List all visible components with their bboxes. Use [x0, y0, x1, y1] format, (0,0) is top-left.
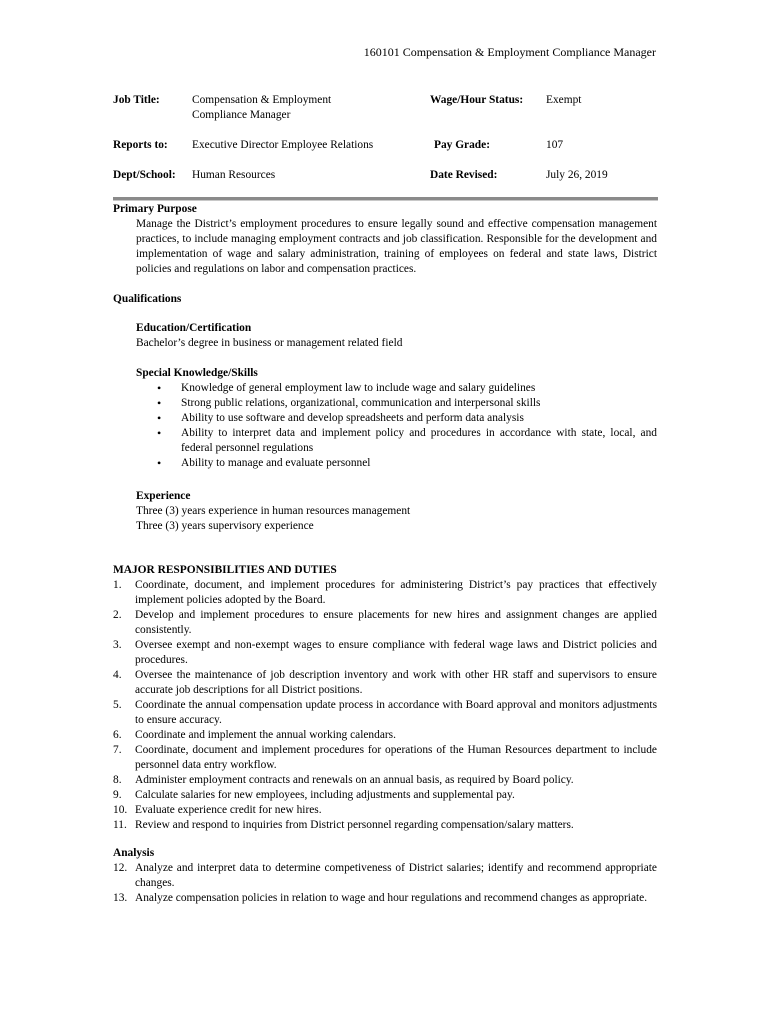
item-text: Coordinate the annual compensation update process in accordance with Board approval and monitors adjustments to ensure accuracy.	[135, 699, 657, 726]
item-number: 6.	[113, 729, 122, 741]
list-item	[113, 861, 657, 891]
job-title-line-1: Compensation & Employment	[192, 94, 332, 106]
qualifications-heading: Qualifications	[113, 293, 182, 305]
list-item	[113, 578, 657, 608]
list-item	[113, 728, 657, 743]
item-text: Administer employment contracts and renewals on an annual basis, as required by Board policy.	[135, 774, 574, 786]
item-number: 4.	[113, 669, 122, 681]
list-item	[113, 773, 657, 788]
analysis-list	[113, 861, 657, 906]
item-number: 1.	[113, 579, 122, 591]
item-text: Analyze and interpret data to determine competiveness of District salaries; identify and recommend appropriate changes.	[135, 862, 657, 889]
list-item	[113, 743, 657, 773]
item-text: Analyze compensation policies in relation to wage and hour regulations and recommend changes as appropriate.	[135, 892, 648, 904]
list-item: • Strong public relations, organizational, communication and interpersonal skills	[136, 396, 657, 411]
skills-list	[136, 381, 657, 471]
list-item: • Ability to interpret data and implement policy and procedures in accordance with state, local, and federal personnel regulations	[136, 426, 657, 456]
duties-list	[113, 578, 657, 833]
list-item	[113, 818, 657, 833]
item-number: 10.	[113, 804, 128, 816]
list-item	[113, 638, 657, 668]
reports-to-label: Reports to:	[113, 139, 168, 151]
list-item	[113, 803, 657, 818]
item-text: Oversee the maintenance of job description inventory and work with other HR staff and supervisors to ensure accurate job descriptions for all District positions.	[135, 669, 657, 696]
item-text: Coordinate, document and implement procedures for operations of the Human Resources department to include personnel data entry workflow.	[135, 744, 657, 771]
item-text: Coordinate and implement the annual working calendars.	[135, 729, 396, 741]
primary-purpose-text: Manage the District’s employment procedures to ensure legally sound and effective compensation management practices, to include managing employment contracts and job classification. Responsible for the development and implementation of wage and salary administration, training of employees on federal and state laws, District policies and regulations on labor and compensation practices.	[136, 218, 657, 275]
job-title-line-2: Compliance Manager	[192, 109, 291, 121]
item-text: Calculate salaries for new employees, including adjustments and supplemental pay.	[135, 789, 515, 801]
item-number: 7.	[113, 744, 122, 756]
header-divider	[113, 197, 658, 201]
dept-label: Dept/School:	[113, 169, 176, 181]
list-item	[113, 788, 657, 803]
item-text: Review and respond to inquiries from District personnel regarding compensation/salary matters.	[135, 819, 574, 831]
list-item	[113, 608, 657, 638]
item-number: 11.	[113, 819, 127, 831]
primary-purpose-heading: Primary Purpose	[113, 203, 197, 215]
item-text: Evaluate experience credit for new hires.	[135, 804, 322, 816]
reports-to-value: Executive Director Employee Relations	[192, 139, 374, 151]
job-title-label: Job Title:	[113, 94, 160, 106]
experience-heading: Experience	[136, 490, 191, 502]
item-text: Coordinate, document, and implement procedures for administering District’s pay practices that effectively implement policies adopted by the Board.	[135, 579, 657, 606]
list-item: • Knowledge of general employment law to include wage and salary guidelines	[136, 381, 657, 396]
item-number: 12.	[113, 862, 128, 874]
list-item	[113, 668, 657, 698]
skills-heading: Special Knowledge/Skills	[136, 367, 258, 379]
list-item	[113, 891, 657, 906]
pay-grade-value: 107	[546, 139, 564, 151]
item-number: 8.	[113, 774, 122, 786]
item-text: Oversee exempt and non-exempt wages to ensure compliance with federal wage laws and District policies and procedures.	[135, 639, 657, 666]
item-number: 2.	[113, 609, 122, 621]
date-revised-label: Date Revised:	[430, 169, 498, 181]
dept-value: Human Resources	[192, 169, 276, 181]
pay-grade-label: Pay Grade:	[434, 139, 490, 151]
wage-status-value: Exempt	[546, 94, 582, 106]
document-header-title: 160101 Compensation & Employment Compliance Manager	[363, 45, 656, 59]
list-item	[113, 698, 657, 728]
list-item: • Ability to use software and develop spreadsheets and perform data analysis	[136, 411, 657, 426]
item-number: 13.	[113, 892, 128, 904]
analysis-heading: Analysis	[113, 847, 155, 859]
education-text: Bachelor’s degree in business or management related field	[136, 337, 403, 349]
date-revised-value: July 26, 2019	[546, 169, 608, 181]
item-number: 9.	[113, 789, 122, 801]
wage-status-label: Wage/Hour Status:	[430, 94, 524, 106]
experience-line-1: Three (3) years experience in human resources management	[136, 505, 411, 517]
item-text: Develop and implement procedures to ensure placements for new hires and assignment changes are applied consistently.	[135, 609, 657, 636]
experience-line-2: Three (3) years supervisory experience	[136, 520, 314, 532]
list-item: • Ability to manage and evaluate personnel	[136, 456, 657, 471]
education-heading: Education/Certification	[136, 322, 252, 334]
item-number: 5.	[113, 699, 122, 711]
item-number: 3.	[113, 639, 122, 651]
duties-heading: MAJOR RESPONSIBILITIES AND DUTIES	[113, 564, 337, 576]
